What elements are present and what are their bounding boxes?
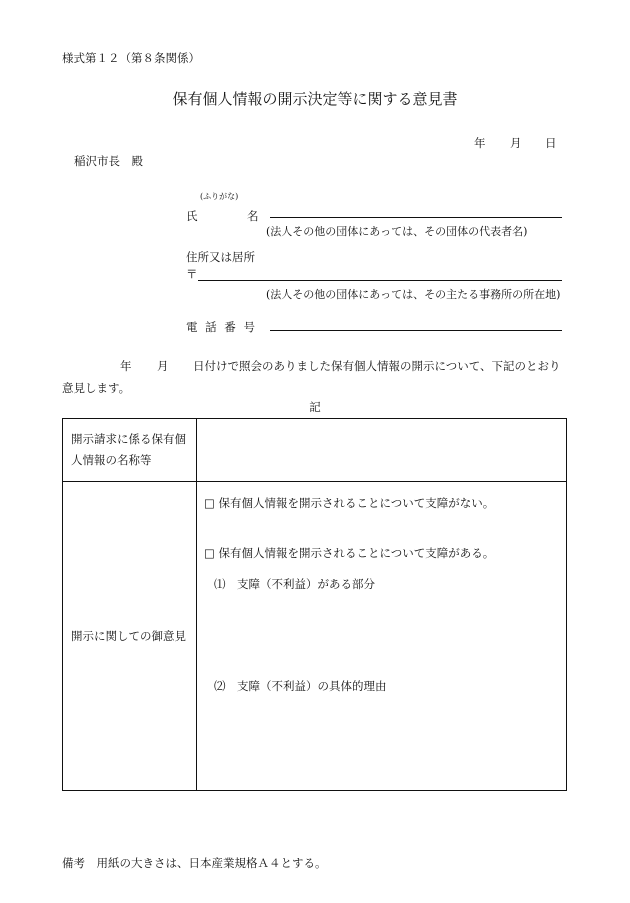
item-objection-reason: ⑵ 支障（不利益）の具体的理由 — [214, 679, 387, 693]
no-objection-option[interactable]: □ 保有個人情報を開示されることについて支障がない。 — [204, 496, 495, 510]
address-field-line[interactable] — [198, 280, 562, 281]
opinion-table — [62, 418, 567, 791]
name-field-line[interactable] — [270, 217, 562, 218]
name-label-first: 氏 — [186, 209, 198, 223]
table-row — [63, 419, 567, 482]
request-info-label-line-1: 開示請求に係る保有個 — [71, 432, 186, 446]
body-text-line-2: 意見します。 — [62, 381, 131, 395]
date-year-label: 年 — [474, 136, 486, 150]
postal-mark: 〒 — [186, 267, 198, 281]
name-label-second: 名 — [247, 209, 259, 223]
body-year-label: 年 — [120, 359, 132, 373]
opinion-label: 開示に関しての御意見 — [71, 628, 186, 643]
table-row — [63, 482, 567, 791]
phone-field-line[interactable] — [270, 330, 562, 331]
request-info-label-cell — [63, 419, 197, 482]
ki-heading: 記 — [309, 400, 321, 414]
request-info-label-line-2: 人情報の名称等 — [71, 453, 152, 467]
addressee: 稲沢市長 殿 — [74, 154, 143, 168]
date-month-label: 月 — [510, 136, 522, 150]
address-note: (法人その他の団体にあっては、その主たる事務所の所在地) — [266, 288, 561, 301]
phone-label: 電 話 番 号 — [186, 320, 257, 334]
footer-note: 備考 用紙の大きさは、日本産業規格Ａ４とする。 — [62, 856, 327, 870]
item-objection-part: ⑴ 支障（不利益）がある部分 — [214, 577, 375, 591]
form-number: 様式第１２（第８条関係） — [62, 51, 200, 65]
opinion-value-cell — [197, 482, 567, 791]
objection-option[interactable]: □ 保有個人情報を開示されることについて支障がある。 — [204, 546, 495, 560]
name-note: (法人その他の団体にあっては、その団体の代表者名) — [266, 225, 528, 238]
body-month-label: 月 — [157, 359, 169, 373]
body-text-line-1: 日付けで照会のありました保有個人情報の開示について、下記のとおり — [193, 359, 561, 373]
document-title: 保有個人情報の開示決定等に関する意見書 — [172, 90, 458, 108]
opinion-label-cell — [63, 482, 197, 791]
request-info-value-cell[interactable] — [197, 419, 567, 482]
address-label: 住所又は居所 — [186, 250, 255, 264]
date-day-label: 日 — [545, 136, 557, 150]
furigana-label: (ふりがな) — [200, 192, 239, 201]
